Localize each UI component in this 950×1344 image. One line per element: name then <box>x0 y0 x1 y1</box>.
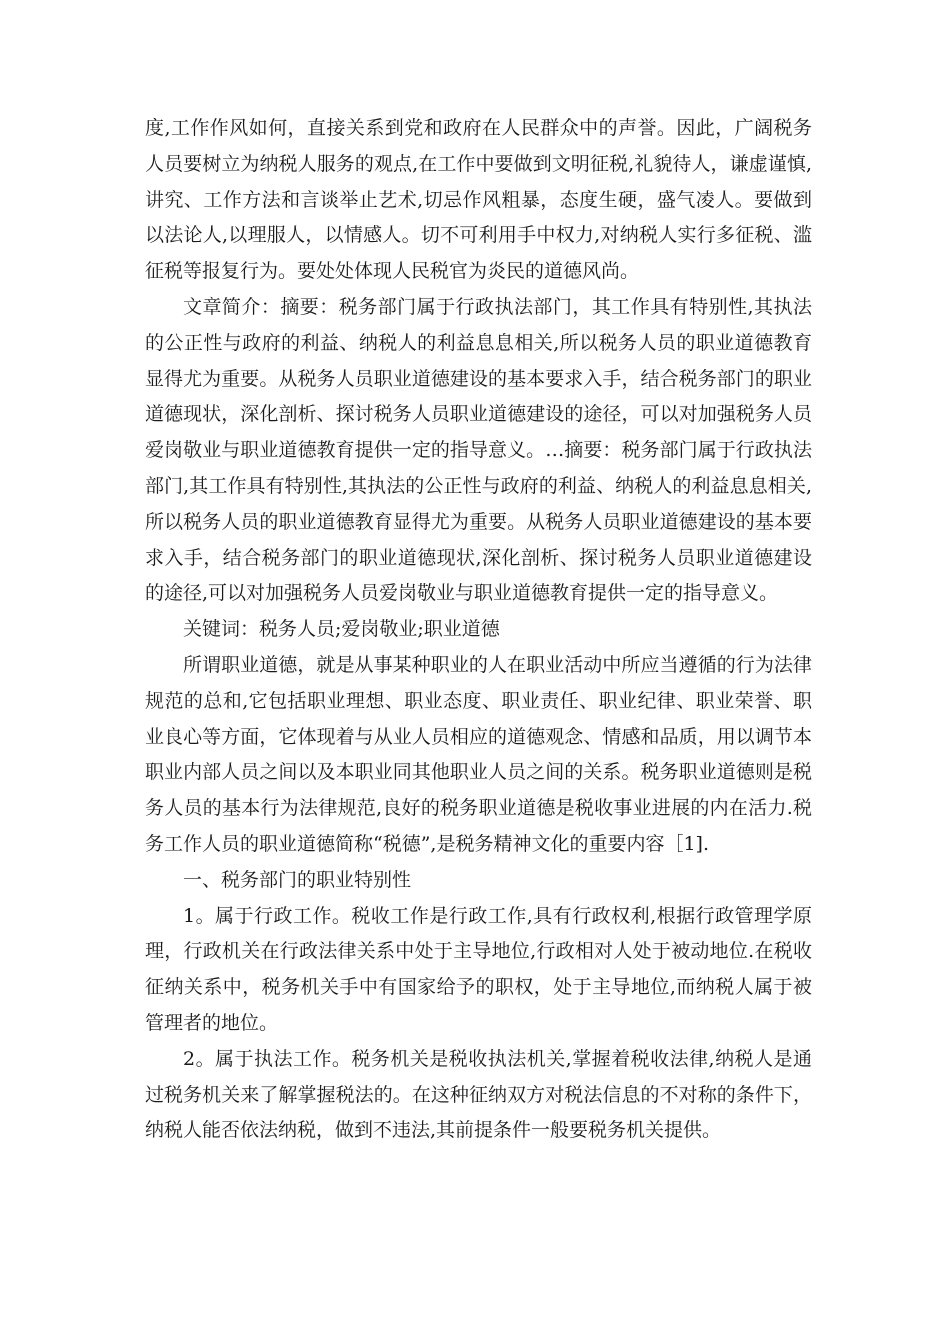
document-body <box>145 111 812 1149</box>
paragraph-point-2: 2。属于执法工作。税务机关是税收执法机关,掌握着税收法律,纳税人是通过税务机关来了解掌握税法的。在这种征纳双方对税法信息的不对称的条件下，纳税人能否依法纳税，做到不违法,其前提条件一般要税务机关提供。 <box>145 1047 812 1142</box>
paragraph-abstract: 文章简介：摘要：税务部门属于行政执法部门，其工作具有特别性,其执法的公正性与政府的利益、纳税人的利益息息相关,所以税务人员的职业道德教育显得尤为重要。从税务人员职业道德建设的基本要求入手，结合税务部门的职业道德现状，深化剖析、探讨税务人员职业道德建设的途径，可以对加强税务人员爱岗敬业与职业道德教育提供一定的指导意义。…摘要：税务部门属于行政执法部门,其工作具有特别性,其执法的公正性与政府的利益、纳税人的利益息息相关,所以税务人员的职业道德教育显得尤为重要。从税务人员职业道德建设的基本要求入手，结合税务部门的职业道德现状,深化剖析、探讨税务人员职业道德建设的途径,可以对加强税务人员爱岗敬业与职业道德教育提供一定的指导意义。 <box>145 295 812 605</box>
paragraph-definition: 所谓职业道德，就是从事某种职业的人在职业活动中所应当遵循的行为法律规范的总和,它包括职业理想、职业态度、职业责任、职业纪律、职业荣誉、职业良心等方面，它体现着与从业人员相应的道德观念、情感和品质，用以调节本职业内部人员之间以及本职业同其他职业人员之间的关系。税务职业道德则是税务人员的基本行为法律规范,良好的税务职业道德是税收事业进展的内在活力.税务工作人员的职业道德简称“税德”,是税务精神文化的重要内容［1]. <box>145 653 812 855</box>
section-heading: 一、税务部门的职业特别性 <box>183 868 412 891</box>
paragraph-continuation: 度,工作作风如何，直接关系到党和政府在人民群众中的声誉。因此，广阔税务人员要树立为纳税人服务的观点,在工作中要做到文明征税,礼貌待人，谦虚谨慎,讲究、工作方法和言谈举止艺术,切忌作风粗暴，态度生硬，盛气凌人。要做到以法论人,以理服人，以情感人。切不可利用手中权力,对纳税人实行多征税、滥征税等报复行为。要处处体现人民税官为炎民的道德风尚。 <box>145 117 812 283</box>
paragraph-point-1: 1。属于行政工作。税收工作是行政工作,具有行政权利,根据行政管理学原理，行政机关在行政法律关系中处于主导地位,行政相对人处于被动地位.在税收征纳关系中，税务机关手中有国家给予的职权，处于主导地位,而纳税人属于被管理者的地位。 <box>145 904 812 1034</box>
paragraph-keywords: 关键词：税务人员;爱岗敬业;职业道德 <box>183 618 500 641</box>
